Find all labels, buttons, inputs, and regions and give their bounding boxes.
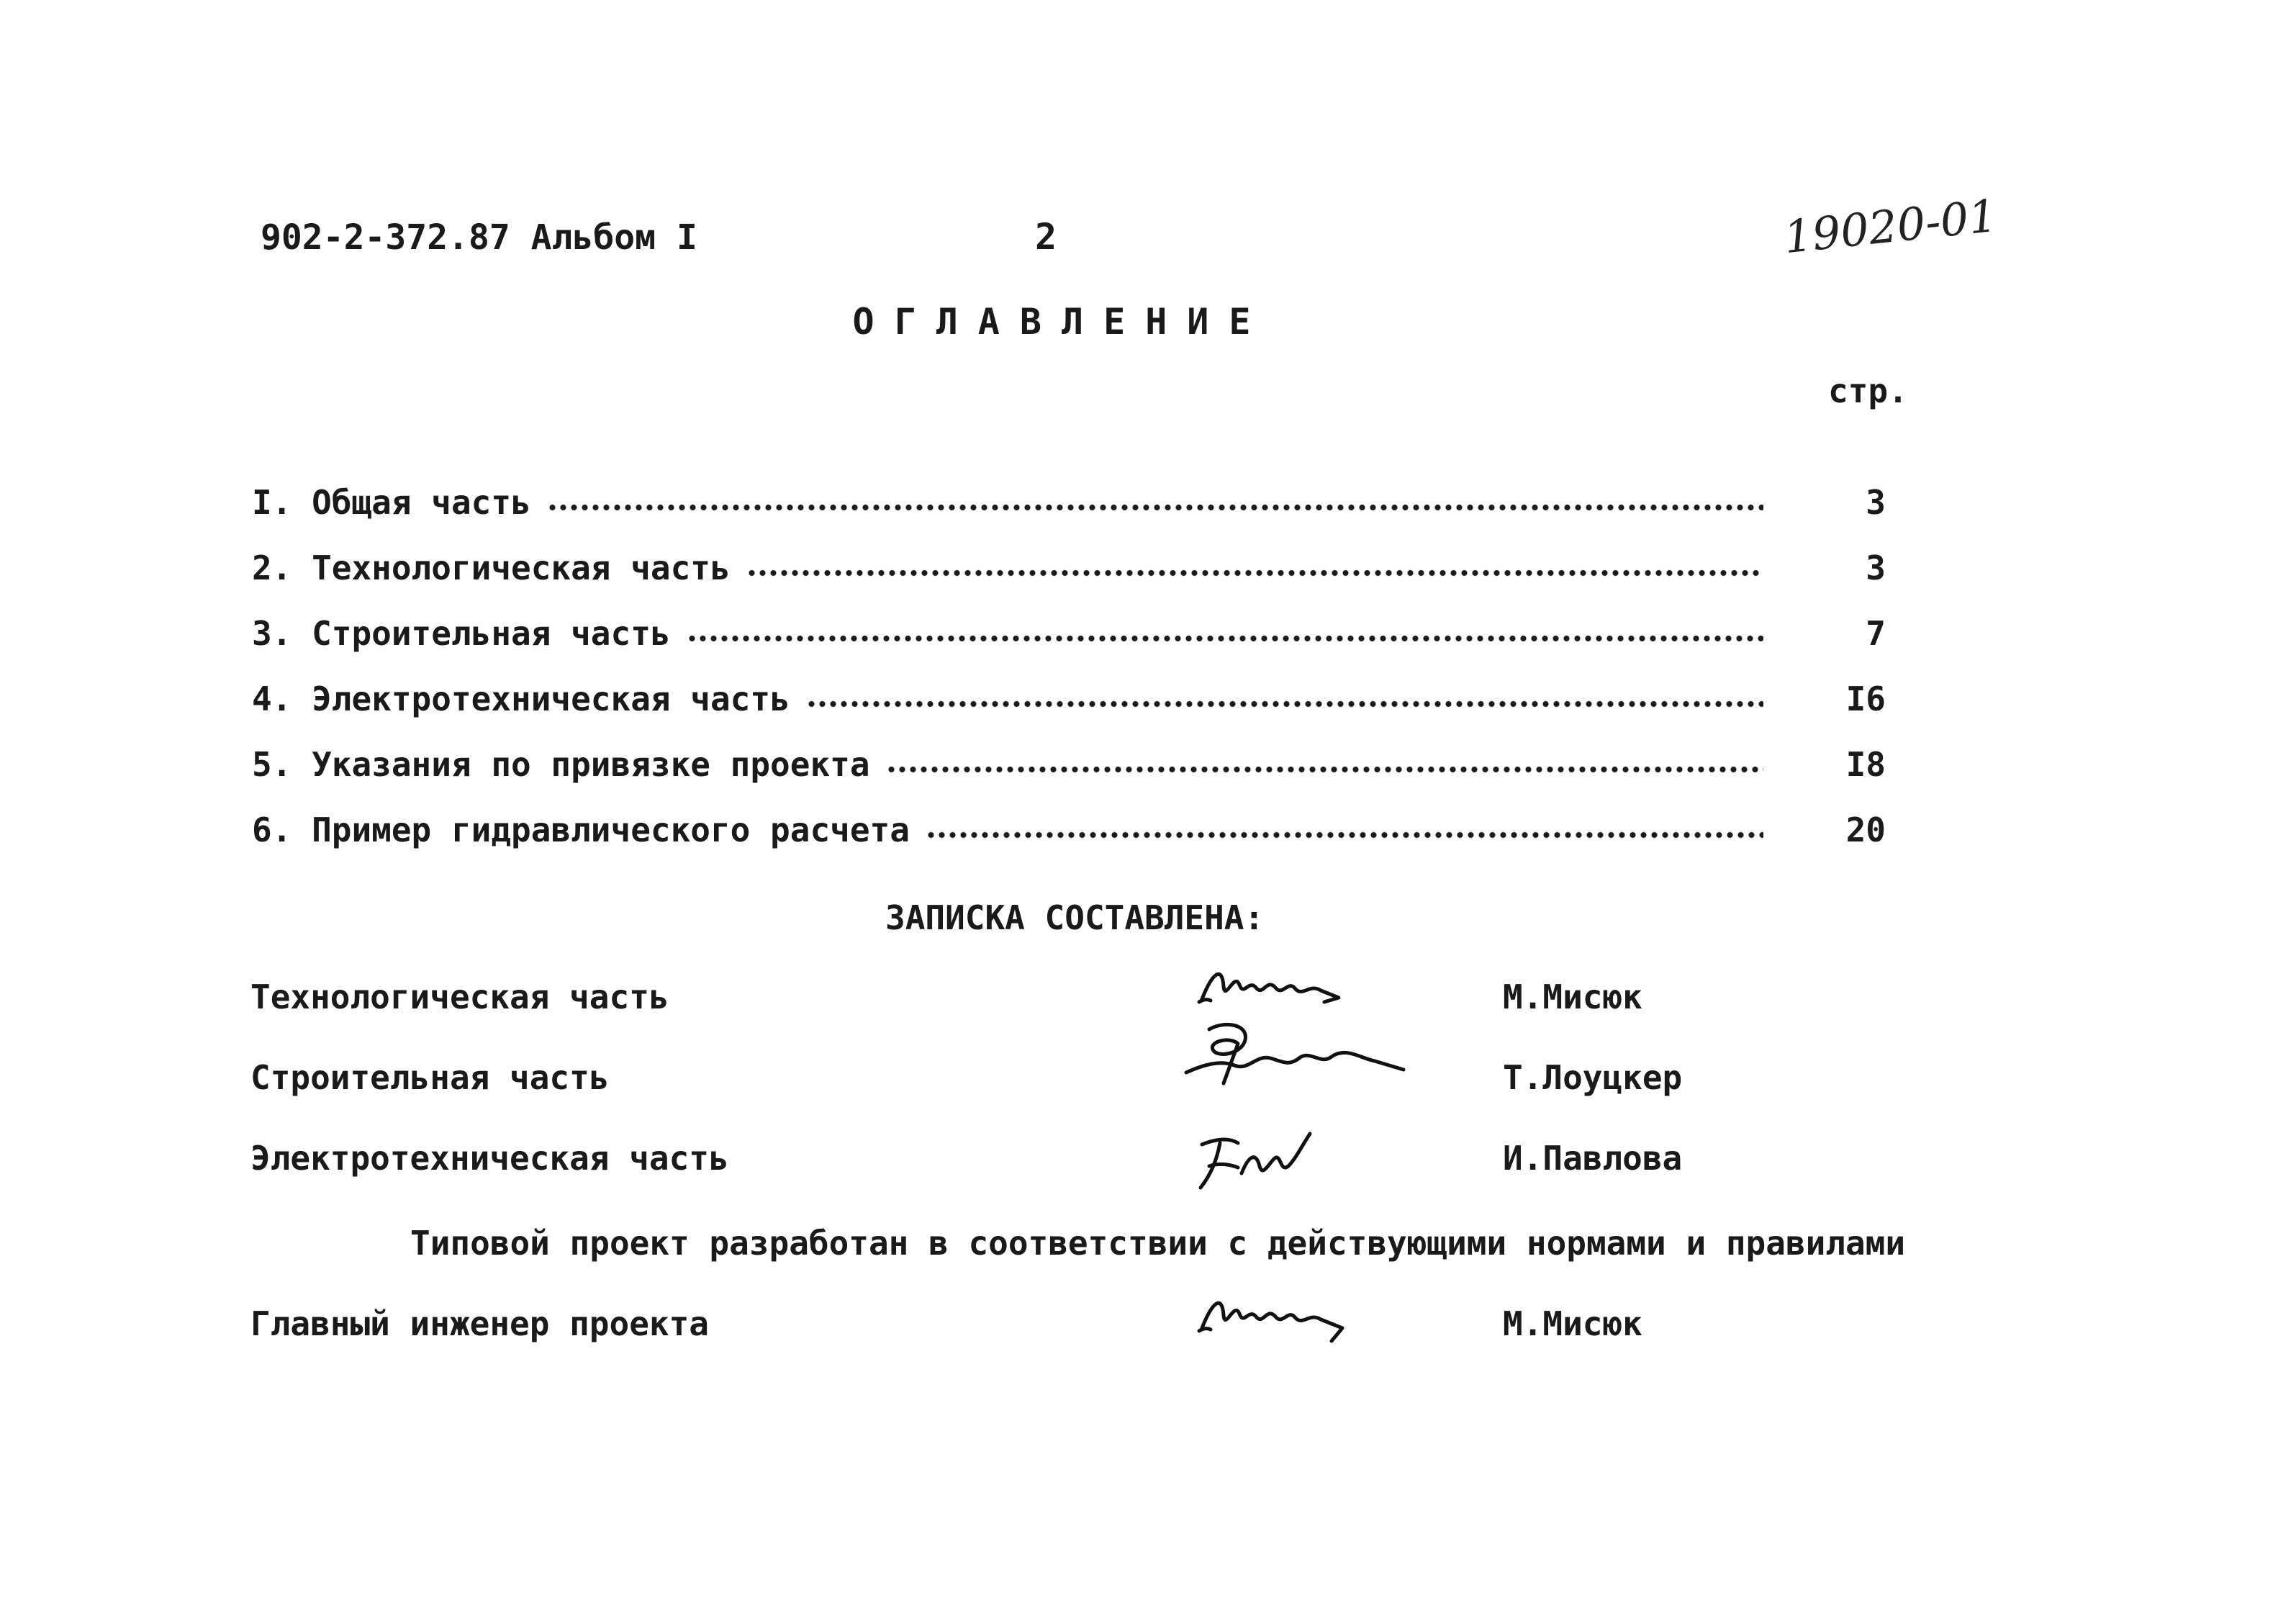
toc-item-page: 3: [1866, 548, 1886, 587]
handwritten-signature: [1188, 1123, 1332, 1195]
toc-list: [252, 469, 1886, 862]
page-number: 2: [1035, 216, 1057, 258]
signatory-name: И.Павлова: [1503, 1139, 1683, 1178]
toc-item-label: 4. Электротехническая часть: [252, 679, 790, 718]
dot-leader: [886, 766, 1763, 773]
toc-item-label: 3. Строительная часть: [252, 613, 671, 653]
toc-item-label: I. Общая часть: [252, 482, 531, 522]
toc-item: [252, 469, 1886, 535]
notes-title: ЗАПИСКА СОСТАВЛЕНА:: [885, 898, 1265, 937]
toc-item: [252, 600, 1886, 666]
toc-item-page: 7: [1866, 613, 1886, 653]
chief-engineer-title: Главный инженер проекта: [250, 1304, 709, 1343]
signatory-section: Строительная часть: [250, 1058, 610, 1097]
toc-item-label: 5. Указания по привязке проекта: [252, 744, 870, 784]
compliance-statement: Типовой проект разработан в соответствии с действующими нормами и правилами: [410, 1224, 1906, 1263]
signatory-section: Технологическая часть: [250, 978, 669, 1016]
toc-item-page: 20: [1845, 810, 1886, 849]
chief-engineer-name: М.Мисюк: [1503, 1304, 1642, 1343]
archive-number: 19020-01: [1781, 189, 2000, 264]
dot-leader: [687, 635, 1763, 642]
toc-item-page: 3: [1866, 482, 1886, 522]
toc-item-page: I8: [1845, 744, 1886, 784]
toc-item-label: 6. Пример гидравлического расчета: [252, 810, 910, 849]
dot-leader: [926, 831, 1763, 839]
toc-item: [252, 797, 1886, 862]
document-code: 902-2-372.87 Альбом I: [261, 217, 697, 258]
toc-item-page: I6: [1845, 679, 1886, 718]
dot-leader: [806, 700, 1763, 708]
dot-leader: [746, 569, 1763, 577]
toc-item: [252, 535, 1886, 600]
toc-item: [252, 731, 1886, 797]
toc-title: ОГЛАВЛЕНИЕ: [852, 301, 1271, 343]
signatory-name: Т.Лоуцкер: [1503, 1058, 1683, 1097]
dot-leader: [547, 504, 1763, 511]
handwritten-signature: [1180, 1015, 1411, 1094]
signatory-name: М.Мисюк: [1503, 978, 1642, 1016]
toc-item: [252, 666, 1886, 731]
signatory-section: Электротехническая часть: [250, 1139, 729, 1178]
handwritten-signature: [1195, 1285, 1368, 1350]
page-column-header: стр.: [1828, 371, 1908, 410]
handwritten-signature: [1195, 957, 1360, 1015]
toc-item-label: 2. Технологическая часть: [252, 548, 731, 587]
